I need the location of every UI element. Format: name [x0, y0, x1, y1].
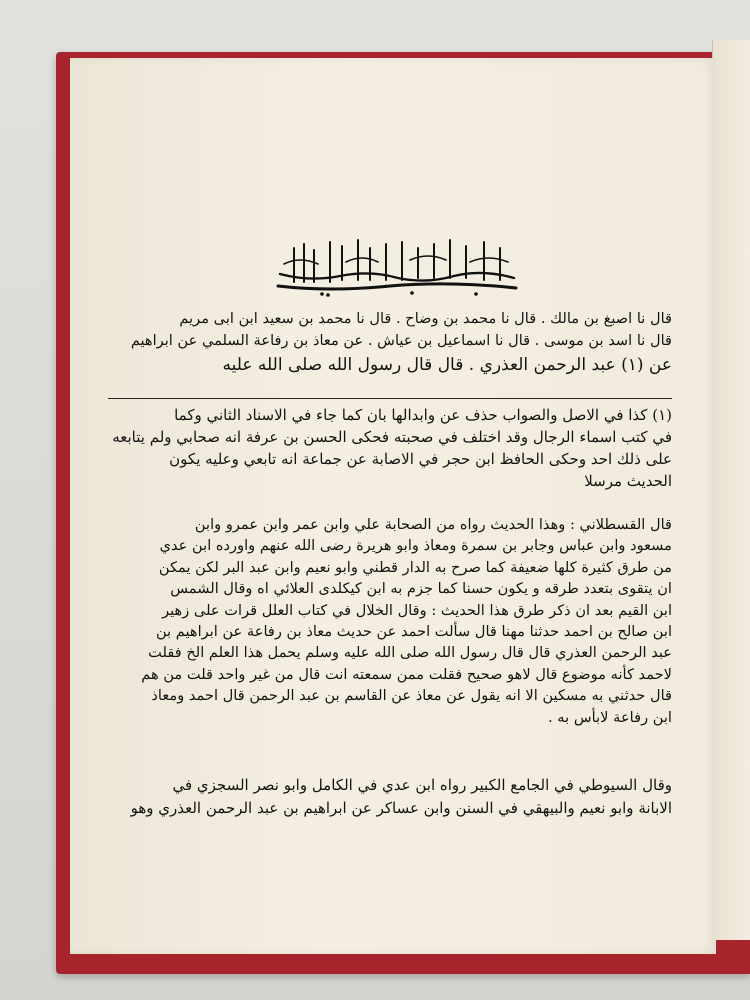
footnote-line: في كتب اسماء الرجال وقد اختلف في صحبته فحكى الحسن بن عرفة انه صحابي ولم يتابعه [112, 428, 672, 446]
book-page [70, 58, 716, 954]
isnad-line: قال نا اصبغ بن مالك . قال نا محمد بن وضاح . قال نا محمد بن سعيد ابن ابى مريم [179, 310, 672, 327]
commentary-line: قال القسطلاني : وهذا الحديث رواه من الصحابة علي وابن عمر وابن عمرو وابن [194, 516, 672, 533]
commentary-line: ان يتقوى بتعدد طرقه و يكون حسنا كما جزم به ابن كيكلدى العلائي اه وقال الشمس [170, 580, 672, 598]
commentary-line: ابن صالح بن احمد حدثنا مهنا قال سألت احمد عن حديث معاذ بن رفاعة عن ابراهيم بن [155, 623, 672, 641]
isnad-paragraph [108, 308, 672, 378]
isnad-line: قال نا اسد بن موسى . قال نا اسماعيل بن عياش . عن معاذ بن رفاعة السلمي عن ابراهيم [130, 332, 672, 349]
commentary-line: مسعود وابن عباس وجابر بن سمرة ومعاذ وابو هريرة رضى الله عنهم واورده ابن عدي [159, 537, 672, 555]
commentary-paragraph [108, 514, 672, 728]
commentary-line: عبد الرحمن العذري قال قال رسول الله صلى الله عليه وسلم يحمل هذا العلم الخ فقلت [148, 644, 672, 662]
footnote-line: على ذلك احد وحكى الحافظ ابن حجر في الاصابة عن جماعة انه تابعي وعليه يكون [169, 450, 672, 468]
basmala-calligraphy [270, 234, 524, 300]
suyuti-line: الابانة وابو نعيم والبيهقي في السنن وابن عساكر عن ابراهيم بن عبد الرحمن العذري وهو [130, 799, 672, 817]
footnote-paragraph [108, 404, 672, 492]
suyuti-line: وقال السيوطي في الجامع الكبير رواه ابن عدي في الكامل وابو نصر السجزي في [172, 776, 672, 794]
footnote-line: (١) كذا في الاصل والصواب حذف عن وابدالها بان كما جاء في الاسناد الثاني وكما [174, 406, 672, 424]
commentary-line: قال حدثني به مسكين الا انه يقول عن معاذ عن القاسم بن عبد الرحمن قال احمد ومعاذ [151, 687, 672, 705]
commentary-line: لاحمد كأنه موضوع قال لاهو صحيح فقلت ممن سمعته انت قال من غير واحد قلت من هم [141, 665, 672, 683]
commentary-line: من طرق كثيرة كلها ضعيفة كما صرح به الدار قطني وابو نعيم وابن عبد البر لكن يمكن [158, 558, 672, 576]
footnote-line: الحديث مرسلا [584, 472, 672, 490]
facing-page-edge [712, 40, 750, 940]
suyuti-paragraph [108, 774, 672, 820]
commentary-line: ابن رفاعة لابأس به . [548, 708, 672, 726]
isnad-line: عن (١) عبد الرحمن العذري . قال قال رسول الله صلى الله عليه [222, 355, 672, 375]
footnote-divider [108, 398, 672, 399]
commentary-line: ابن القيم بعد ان ذكر طرق هذا الحديث : وقال الخلال في كتاب العلل قرات على زهير [162, 601, 672, 619]
